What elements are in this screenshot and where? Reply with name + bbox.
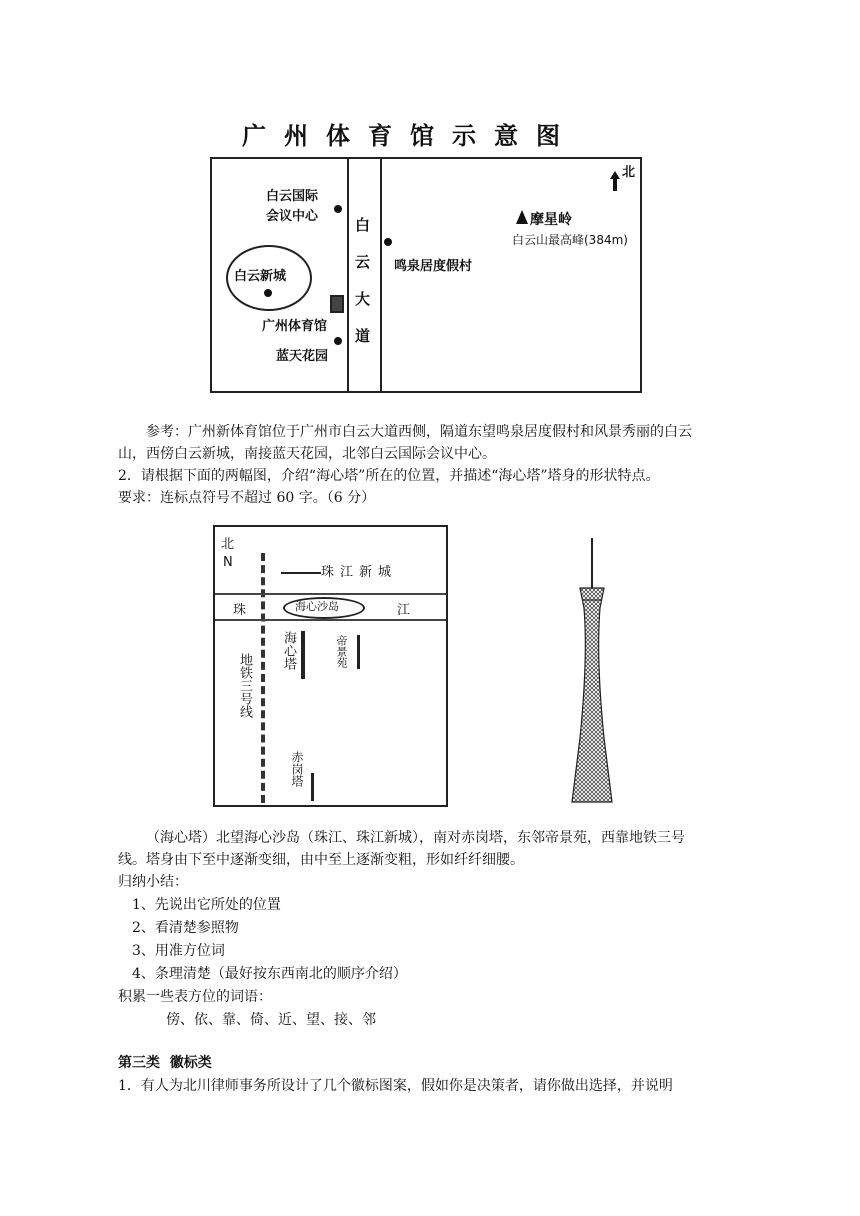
map2-xincheng: 珠江新城 <box>321 565 398 580</box>
north-label: 北 <box>622 165 636 180</box>
road-line-east <box>380 159 382 391</box>
label-gym: 广州体育馆 <box>262 319 328 334</box>
answer-line2: 线。塔身由下至中逐渐变细，由中至上逐渐变粗，形如纤纤细腰。 <box>118 852 524 868</box>
mountain-icon <box>516 209 528 228</box>
dot-mingquan <box>384 238 392 246</box>
map2-chigang: 赤岗塔 <box>290 751 304 787</box>
summary-item-3: 3、用准方位词 <box>132 943 225 959</box>
map2-metro: 地铁三号线 <box>237 653 252 718</box>
map1-frame <box>210 157 642 393</box>
label-baiyun-xincheng: 白云新城 <box>234 269 287 284</box>
summary-item-1: 1、先说出它所处的位置 <box>132 897 281 913</box>
chigang-marker-icon <box>311 773 314 801</box>
dot-baiyun-xincheng <box>264 289 272 297</box>
section3-title: 第三类 徽标类 <box>118 1055 212 1071</box>
dijingyuan-marker-icon <box>357 635 360 669</box>
question2-line2: 要求：连标点符号不超过 60 字。（6 分） <box>118 490 376 506</box>
river-bank-north <box>215 593 446 595</box>
label-baiyun-intl-2: 会议中心 <box>266 209 319 224</box>
dot-baiyun-intl <box>334 205 342 213</box>
label-baiyun-intl-1: 白云国际 <box>266 189 319 204</box>
canton-tower-drawing <box>566 538 618 808</box>
words-title: 积累一些表方位的词语： <box>118 989 272 1005</box>
map2-river-right: 江 <box>397 603 411 618</box>
dot-lantian <box>334 337 342 345</box>
road-line-west <box>347 159 349 391</box>
label-mingquan: 鸣泉居度假村 <box>394 259 473 274</box>
ref-text-line1: 参考：广州新体育馆位于广州市白云大道西侧，隔道东望鸣泉居度假村和风景秀丽的白云 <box>146 424 692 440</box>
label-lantian: 蓝天花园 <box>276 349 329 364</box>
section3-q1: 1．有人为北川律师事务所设计了几个徽标图案，假如你是决策者，请你做出选择，并说明 <box>118 1078 673 1094</box>
map2-tower: 海心塔 <box>281 631 296 670</box>
map2-island: 海心沙岛 <box>295 600 339 613</box>
tower-marker-icon <box>301 631 305 679</box>
words-list: 傍、依、靠、倚、近、望、接、邻 <box>166 1012 376 1028</box>
map2-frame <box>213 525 448 807</box>
summary-item-2: 2、看清楚参照物 <box>132 920 239 936</box>
answer-line1: （海心塔）北望海心沙岛（珠江、珠江新城），南对赤岗塔，东邻帝景苑，西靠地铁三号 <box>146 830 685 846</box>
map1-title: 广州体育馆示意图 <box>242 122 578 150</box>
map2-dijingyuan: 帝景苑 <box>335 635 348 668</box>
map2-north-en: N <box>223 555 233 570</box>
xincheng-line <box>281 572 321 574</box>
road-label: 白云大道 <box>353 217 371 365</box>
river-bank-south <box>215 619 446 621</box>
map2-river-left: 珠 <box>233 603 247 618</box>
summary-item-4: 4、条理清楚（最好按东西南北的顺序介绍） <box>132 966 407 982</box>
ref-text-line2: 山，西傍白云新城，南接蓝天花园，北邻白云国际会议中心。 <box>118 446 496 462</box>
map2-north-cn: 北 <box>221 537 235 552</box>
summary-title: 归纳小结： <box>118 874 188 890</box>
gym-icon <box>330 295 344 313</box>
metro-line <box>261 553 269 803</box>
label-moxingling: 摩星岭 <box>530 212 572 228</box>
label-peak: 白云山最高峰(384m) <box>512 233 628 247</box>
question2-line1: 2．请根据下面的两幅图，介绍“海心塔”所在的位置，并描述“海心塔”塔身的形状特点。 <box>118 468 660 484</box>
